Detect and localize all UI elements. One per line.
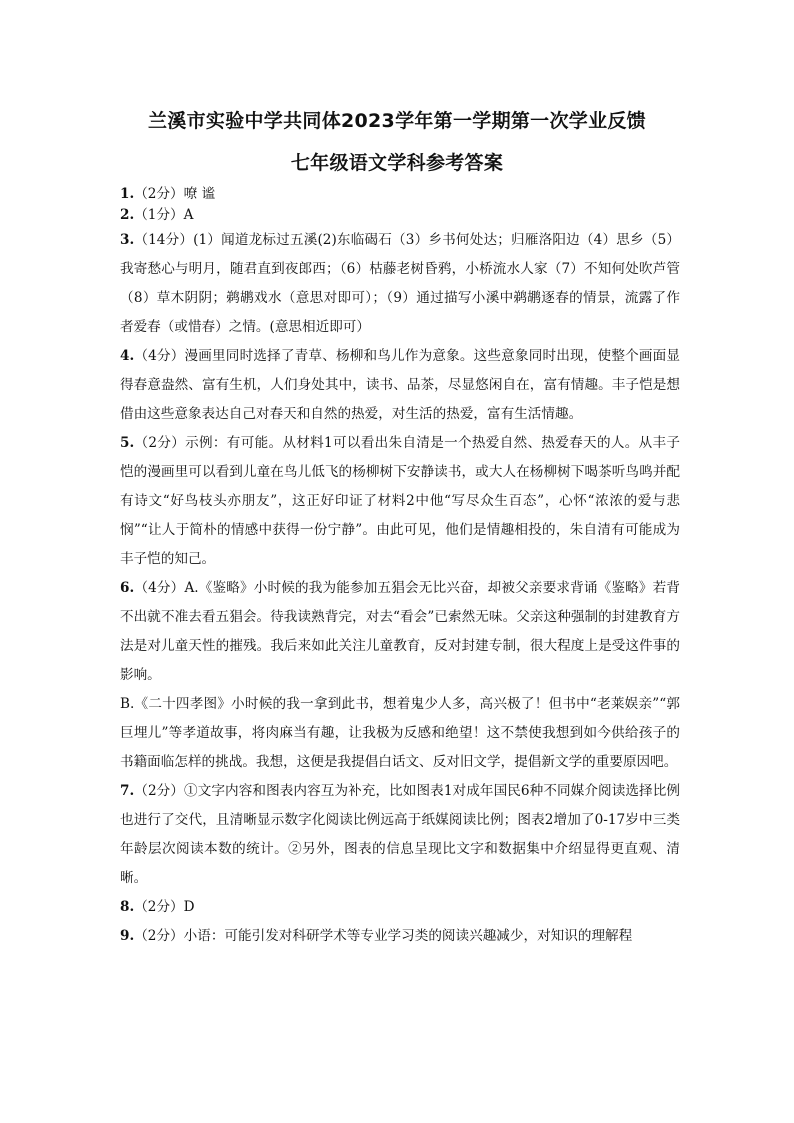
answer-item-8 bbox=[120, 893, 680, 922]
document-subtitle: 七年级语文学科参考答案 bbox=[290, 152, 504, 174]
answer-text: （2分）嘹 谧 bbox=[134, 186, 216, 202]
answer-item-6a bbox=[120, 574, 680, 690]
answer-number: 3. bbox=[120, 232, 135, 248]
answer-number: 1. bbox=[120, 186, 135, 202]
answer-item-2 bbox=[120, 205, 680, 226]
answer-text: （2分）示例：有可能。从材料1可以看出朱自清是一个热爱自然、热爱春天的人。从丰子恺的漫画里可以看到儿童在鸟儿低飞的杨柳树下安静读书，或大人在杨柳树下喝茶听鸟鸣并配有诗文“好鸟枝头亦朋友”，这正好印证了材料2中他“写尽众生百态”，心怀“浓浓的爱与悲悯”“让人于简朴的情感中获得一份宁静”。由此可见，他们是情趣相投的，朱自清有可能成为丰子恺的知己。 bbox=[120, 435, 680, 567]
answer-text: （2分）①文字内容和图表内容互为补充，比如图表1对成年国民6种不同媒介阅读选择比例也进行了交代，且清晰显示数字化阅读比例远高于纸媒阅读比例；图表2增加了0-17岁中三类年龄层次阅读本数的统计。②另外，图表的信息呈现比文字和数据集中介绍显得更直观、清晰。 bbox=[120, 783, 680, 886]
answer-text: （4分）漫画里同时选择了青草、杨柳和鸟儿作为意象。这些意象同时出现，使整个画面显得春意盎然、富有生机，人们身处其中，读书、品茶，尽显悠闲自在，富有情趣。丰子恺是想借由这些意象表达自己对春天和自然的热爱，对生活的热爱，富有生活情趣。 bbox=[120, 348, 680, 422]
answer-number: 4. bbox=[120, 348, 135, 364]
answer-number: 6. bbox=[120, 580, 135, 596]
answer-text: （2分）D bbox=[134, 899, 195, 915]
answer-item-5 bbox=[120, 429, 680, 574]
answer-item-3 bbox=[120, 226, 680, 342]
answer-text: B.《二十四孝图》小时候的我一拿到此书，想着鬼少人多，高兴极了！但书中“老莱娱亲”“郭巨埋儿”等孝道故事，将肉麻当有趣，让我极为反感和绝望！这不禁使我想到如今供给孩子的书籍面临怎样的挑战。我想，这便是我提倡白话文、反对旧文学，提倡新文学的重要原因吧。 bbox=[120, 696, 680, 770]
answer-number: 2. bbox=[120, 207, 135, 223]
answer-number: 8. bbox=[120, 899, 135, 915]
answer-list bbox=[120, 184, 680, 951]
answer-number: 9. bbox=[120, 928, 135, 944]
answer-number: 7. bbox=[120, 783, 135, 799]
answer-item-9 bbox=[120, 922, 680, 951]
document-title: 兰溪市实验中学共同体2023学年第一学期第一次学业反馈 bbox=[148, 110, 646, 132]
answer-text: （4分）A.《鉴略》小时候的我为能参加五猖会无比兴奋，却被父亲要求背诵《鉴略》若背不出就不准去看五猖会。待我读熟背完，对去“看会”已索然无味。父亲这种强制的封建教育方法是对儿童天性的摧残。我后来如此关注儿童教育，反对封建专制，很大程度上是受这件事的影响。 bbox=[120, 580, 680, 683]
answer-text: （1分）A bbox=[134, 207, 194, 223]
answer-text: （2分）小语：可能引发对科研学术等专业学习类的阅读兴趣减少，对知识的理解程 bbox=[134, 928, 633, 944]
answer-number: 5. bbox=[120, 435, 135, 451]
answer-item-6b bbox=[120, 690, 680, 777]
answer-item-1 bbox=[120, 184, 680, 205]
answer-item-4 bbox=[120, 342, 680, 429]
answer-item-7 bbox=[120, 777, 680, 893]
answer-text: （14分）(1）闻道龙标过五溪(2)东临碣石（3）乡书何处达；归雁洛阳边（4）思乡（5）我寄愁心与明月，随君直到夜郎西；（6）枯藤老树昏鸦，小桥流水人家（7）不知何处吹芦管（8）草木阴阴；鹈鹕戏水（意思对即可）；（9）通过描写小溪中鹈鹕逐春的情景，流露了作者爱春（或惜春）之情。(意思相近即可） bbox=[120, 232, 680, 335]
